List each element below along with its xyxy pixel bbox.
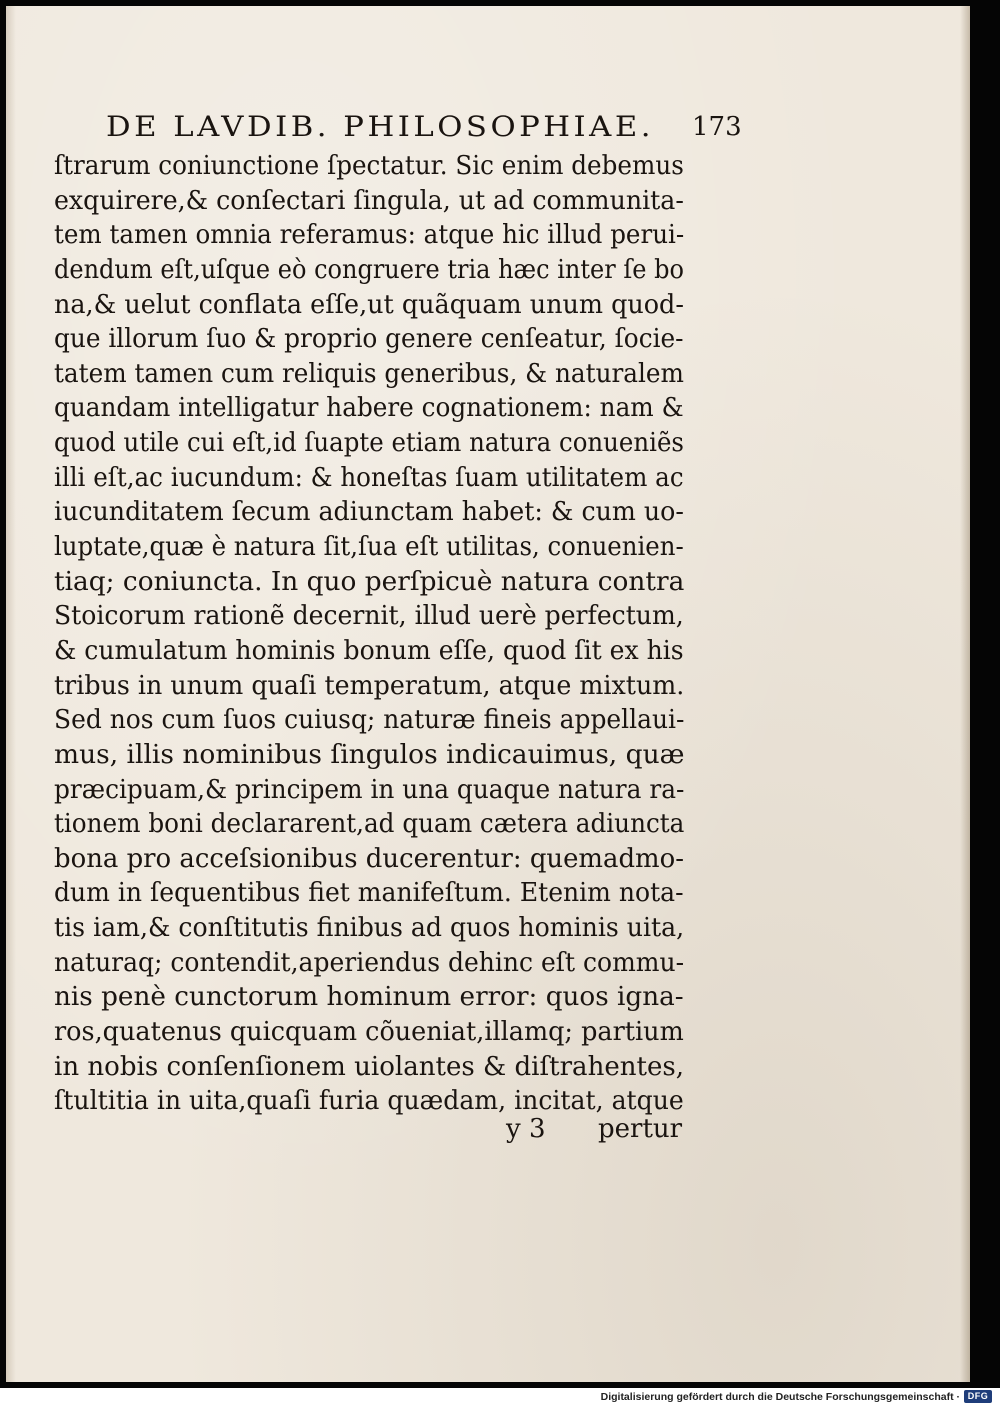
text-line: naturaq; contendit,aperiendus dehinc eſt commu- <box>54 947 685 978</box>
text-line: na,& uelut conflata eſſe,ut quãquam unum quod- <box>54 289 684 320</box>
text-line: præcipuam,& principem in una quaque natura ra- <box>54 774 685 805</box>
running-title: DE LAVDIB. PHILOSOPHIAE. <box>106 110 654 143</box>
text-line: tribus in unum quaſi temperatum, atque mixtum. <box>54 670 685 701</box>
body-text <box>54 149 704 1119</box>
text-line: nis penè cunctorum hominum error: quos igna- <box>54 982 684 1013</box>
text-line: tis iam,& conſtitutis finibus ad quos hominis uita, <box>54 913 685 944</box>
funding-credit: Digitalisierung gefördert durch die Deutsche Forschungsgemeinschaft · <box>600 1391 960 1403</box>
text-line: exquirere,& conſectari ſingula, ut ad communita- <box>54 185 684 216</box>
text-line: dendum eſt,uſque eò congruere tria hæc inter ſe bo <box>54 254 684 285</box>
text-line: iucunditatem ſecum adiunctam habet: & cum uo- <box>54 497 684 528</box>
text-line: tem tamen omnia referamus: atque hic illud perui- <box>54 220 685 251</box>
footer-bar <box>0 1388 1000 1406</box>
signature-mark: y 3 <box>506 1114 546 1144</box>
running-head <box>106 110 746 150</box>
text-line: & cumulatum hominis bonum eſſe, quod ſit ex his <box>54 635 684 666</box>
text-line: Sed nos cum ſuos cuiusq; naturæ fineis appellaui- <box>54 705 685 736</box>
text-line: bona pro acceſsionibus ducerentur: quemadmo- <box>54 843 684 874</box>
text-line: quandam intelligatur habere cognationem: nam & <box>54 393 684 424</box>
book-page <box>6 6 970 1382</box>
text-line: luptate,quæ è natura ſit,ſua eſt utilitas, conuenien- <box>54 532 684 563</box>
text-line: ſtrarum coniunctione ſpectatur. Sic enim debemus <box>54 151 684 181</box>
text-line: tionem boni declararent,ad quam cætera adiuncta <box>54 809 685 840</box>
text-line: quod utile cui eſt,id ſuapte etiam natura conueniẽs <box>54 428 684 459</box>
catchword: pertur <box>598 1114 683 1144</box>
text-line: dum in ſequentibus fiet manifeſtum. Etenim nota- <box>54 878 684 909</box>
text-line: que illorum ſuo & proprio genere cenſeatur, ſocie- <box>54 324 684 355</box>
dfg-logo-icon: DFG <box>964 1390 992 1403</box>
text-line: illi eſt,ac iucundum: & honeſtas ſuam utilitatem ac <box>54 462 684 493</box>
text-line: tatem tamen cum reliquis generibus, & naturalem <box>54 358 684 389</box>
page-number: 173 <box>692 112 742 142</box>
page-fore-edge <box>960 6 970 1382</box>
text-line: in nobis conſenſionem uiolantes & diſtrahentes, <box>54 1051 685 1082</box>
page-gutter-shadow <box>6 6 16 1382</box>
text-line: ſtultitia in uita,quaſi furia quædam, incitat, atque <box>54 1086 684 1117</box>
text-line: mus, illis nominibus ſingulos indicauimus, quæ <box>54 739 685 770</box>
text-line: ros,quatenus quicquam cõueniat,illamq; partium <box>54 1017 684 1048</box>
text-line: tiaq; coniuncta. In quo perſpicuè natura contra <box>54 566 685 597</box>
text-line: Stoicorum rationẽ decernit, illud uerè perfectum, <box>54 601 684 632</box>
